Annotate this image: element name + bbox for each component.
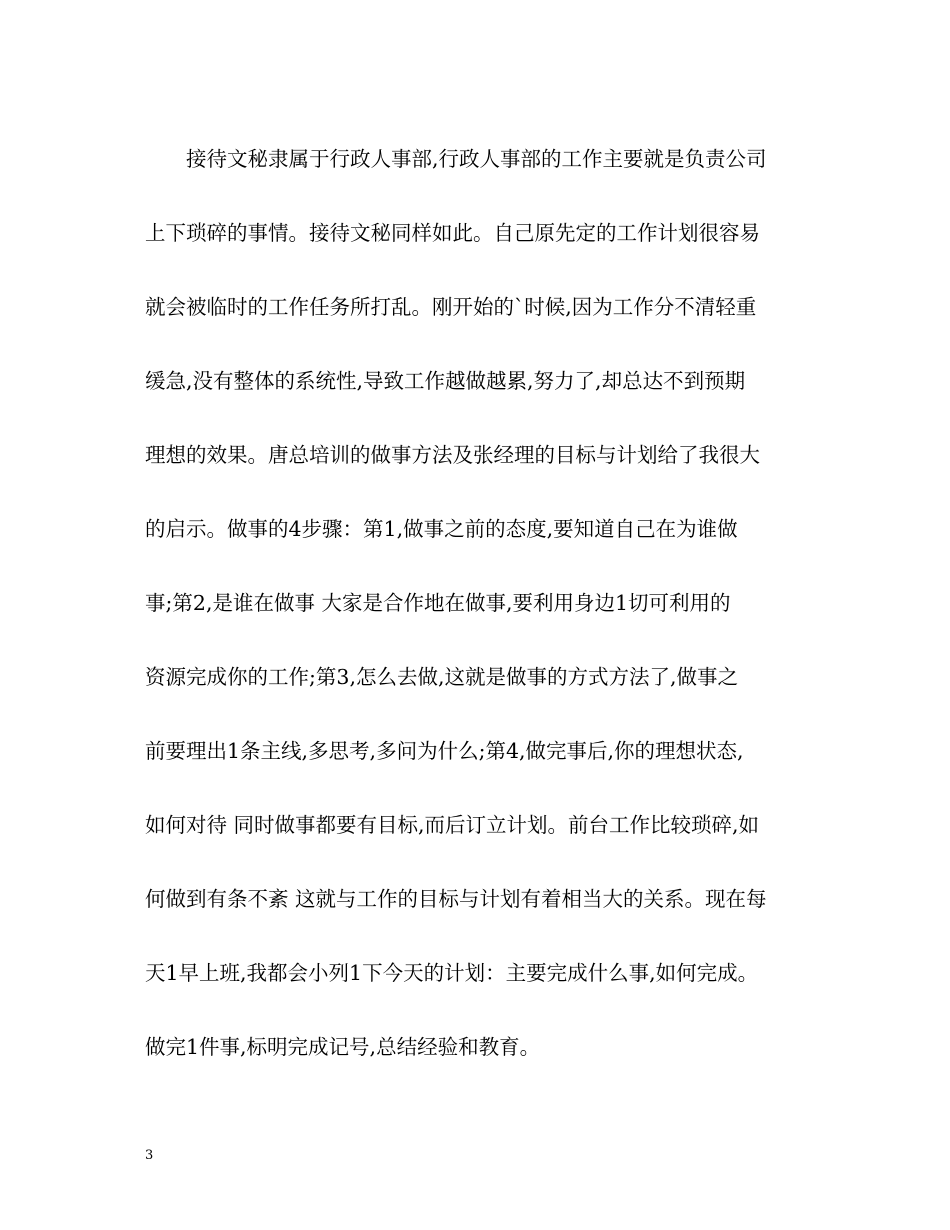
text-line: 缓急,没有整体的系统性,导致工作越做越累,努力了,却总达不到预期 <box>145 369 746 393</box>
text-line: 上下琐碎的事情。接待文秘同样如此。自己原先定的工作计划很容易 <box>145 221 760 245</box>
text-line: 的启示。做事的4步骤：第1,做事之前的态度,要知道自己在为谁做 <box>145 517 738 541</box>
text-line: 如何对待 同时做事都要有目标,而后订立计划。前台工作比较琐碎,如 <box>145 813 760 837</box>
body-paragraph <box>145 142 815 1104</box>
text-line: 就会被临时的工作任务所打乱。刚开始的`时候,因为工作分不清轻重 <box>145 295 757 319</box>
text-line: 理想的效果。唐总培训的做事方法及张经理的目标与计划给了我很大 <box>145 443 760 467</box>
text-line: 接待文秘隶属于行政人事部,行政人事部的工作主要就是负责公司 <box>145 147 767 171</box>
text-line: 前要理出1条主线,多思考,多问为什么;第4,做完事后,你的理想状态, <box>145 739 744 763</box>
page-number: 3 <box>145 1148 154 1163</box>
text-line: 天1早上班,我都会小列1下今天的计划：主要完成什么事,如何完成。 <box>145 961 759 985</box>
text-line: 资源完成你的工作;第3,怎么去做,这就是做事的方式方法了,做事之 <box>145 665 738 689</box>
text-line: 何做到有条不紊 这就与工作的目标与计划有着相当大的关系。现在每 <box>145 887 767 911</box>
text-line: 做完1件事,标明完成记号,总结经验和教育。 <box>145 1035 541 1059</box>
text-line: 事;第2,是谁在做事 大家是合作地在做事,要利用身边1切可利用的 <box>145 591 731 615</box>
